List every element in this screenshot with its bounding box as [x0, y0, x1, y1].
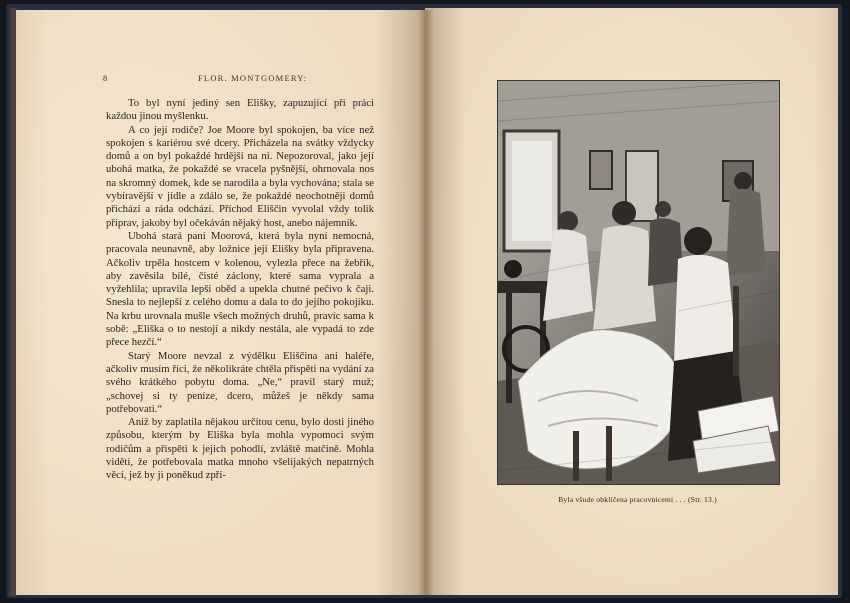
illustration — [497, 80, 780, 485]
page-gutter — [418, 10, 434, 595]
paragraph: A co její rodiče? Joe Moore byl spokojen, ba více než spokojen s kariérou své dcery. Přicházela na svátky vždycky domů a on byl pokaždé hrdější na ni. Nepozoroval, jako její ubohá matka, že pokaždé se vracela pyšnější, ohrnovala nos na skromný domek, kde se narodila a byla vychována; stala se vybíravější v jídle a zdálo se, že pokaždé neochotněji domů přichází a ráda odchází. Příchod Eliščin vyvolal vždy tolik příprav, jakoby byl očekáván nějaký host, anebo nájemník. — [106, 123, 374, 229]
paragraph: Ubohá stará paní Moorová, která byla nyní nemocná, pracovala neunavně, aby ložnice její Elišky byla připravena. Ačkoliv trpěla hostcem v kolenou, vylezla přece na žebřík, aby zavěsila bílé, čisté záclony, které sama vyprala a vyžehlila; upravila lepší oběd a upekla chutné pečivo k čaji. Snesla to nejlepší z celého domu a dala to do jejího pokojíku. Na krbu urovnala mušle všech možných druhů, pravíc sama k sobě: „Eliška o to nestojí a nikdy nestála, ale vypadá to zde přece hezčí.“ — [106, 229, 374, 349]
paragraph: To byl nyní jediný sen Elišky, zapuzující při práci každou jinou myšlenku. — [106, 97, 374, 123]
running-head: FLOR. MONTGOMERY: — [198, 73, 308, 83]
page-number: 8 — [103, 73, 109, 83]
illustration-caption: Byla všude obklíčena pracovnicemi . . . (Str. 13.) — [558, 495, 717, 504]
illustration-engraving — [498, 81, 779, 484]
paragraph: Aniž by zaplatila nějakou určitou cenu, bylo dosti jiného způsobu, kterým by Eliška byla mohla vypomoci svým rodičům a přispěti k jejich pohodlí, zvláště matčině. Mohla viděti, že potřebovala matka mnoho všelijakých nepatrných věcí, jež by ji poněkud zpří- — [106, 416, 374, 482]
body-text — [106, 97, 374, 483]
paragraph: Starý Moore nevzal z výdělku Eliščina ani haléře, ačkoliv musím říci, že několikráte chtěla přispěti na vydání za svého krátkého pobytu doma. „Ne,“ pravil starý muž; „schovej si ty peníze, dcero, můžeš je někdy sama potřebovati.“ — [106, 349, 374, 415]
